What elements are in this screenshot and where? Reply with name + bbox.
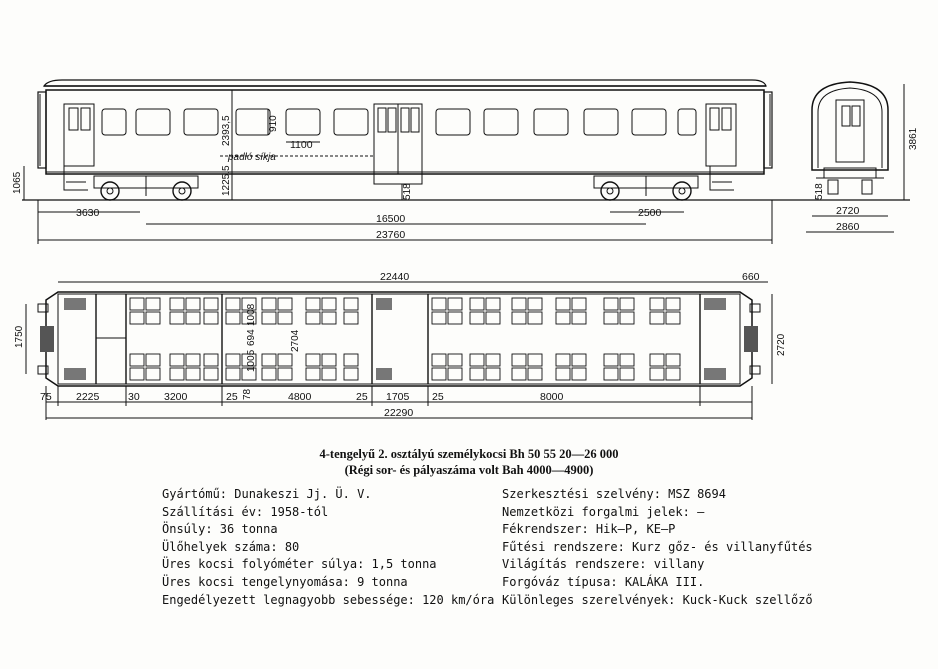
spec-seats: Ülőhelyek száma: 80 [162,539,300,554]
spec-bogie: Forgóváz típusa: KALÁKA III. [502,574,705,589]
dim-2500: 2500 [638,207,662,219]
dim-2860: 2860 [836,221,860,233]
spec-max-speed: Engedélyezett legnagyobb sebessége: 120 km/óra [162,592,495,607]
dim-694: 694 [246,329,257,346]
dim-660: 660 [742,271,760,283]
dim-23760: 23760 [376,229,406,241]
dim-25c: 25 [432,391,444,403]
bogie-right [594,176,698,200]
spec-gauge: Szerkesztési szelvény: MSZ 8694 [502,487,726,501]
spec-manufacturer: Gyártómű: Dunakeszi Jj. Ü. V. [162,487,372,501]
seats [130,298,680,380]
dim-2393: 2393,5 [221,115,232,146]
spec-brakes: Fékrendszer: Hik—P, KE—P [502,522,676,537]
dim-1100: 1100 [290,139,313,151]
dim-2720-plan: 2720 [776,333,787,356]
side-view [12,80,800,244]
caption-subtitle: (Régi sor- és pályaszáma volt Bah 4000—4900) [344,463,594,477]
spec-meter-weight: Üres kocsi folyóméter súlya: 1,5 tonna [162,557,437,572]
dim-1750: 1750 [14,325,25,348]
dim-8000: 8000 [540,391,564,403]
dim-78: 78 [242,388,253,400]
spec-heating: Fűtési rendszere: Kurz gőz- és villanyfűtés [502,539,813,554]
dim-25a: 25 [226,391,238,403]
bogie-left [94,176,198,200]
dim-2225: 2225 [76,391,100,403]
dim-1705: 1705 [386,391,410,403]
floor-plane-label: padló síkja [228,152,276,163]
dim-1225: 1225,5 [221,165,232,196]
spec-list-left [162,486,494,609]
dim-3630: 3630 [76,207,100,219]
spec-delivery-year: Szállítási év: 1958-tól [162,504,329,519]
dim-1005: 1005 [246,349,257,372]
spec-list-right [502,486,813,609]
dim-2720-end: 2720 [836,205,860,217]
dim-22440: 22440 [380,271,410,283]
dim-75: 75 [40,391,52,403]
dim-518-side: 518 [402,183,413,200]
spec-special: Különleges szerelvények: Kuck-Kuck szellőző [502,592,813,607]
dim-30: 30 [128,391,140,403]
dim-2704: 2704 [290,329,301,352]
dim-22290: 22290 [384,407,414,419]
dim-16500: 16500 [376,213,406,225]
dim-25b: 25 [356,391,368,403]
spec-intl-marks: Nemzetközi forgalmi jelek: — [502,504,705,519]
dim-3200: 3200 [164,391,188,403]
spec-lighting: Világítás rendszere: villany [502,557,705,572]
dim-518-end: 518 [814,183,825,200]
end-view [800,82,919,233]
spec-axle-load: Üres kocsi tengelynyomása: 9 tonna [162,574,408,589]
dim-1065: 1065 [12,171,23,194]
plan-view [14,271,787,420]
dim-4800: 4800 [288,391,312,403]
spec-tare-weight: Önsúly: 36 tonna [162,522,278,537]
drawing-caption [0,446,938,478]
caption-title: 4-tengelyű 2. osztályú személykocsi Bh 50 55 20—26 000 [319,447,619,461]
dim-3861: 3861 [908,127,919,150]
dim-1008: 1008 [246,303,257,326]
dim-910: 910 [268,115,279,132]
